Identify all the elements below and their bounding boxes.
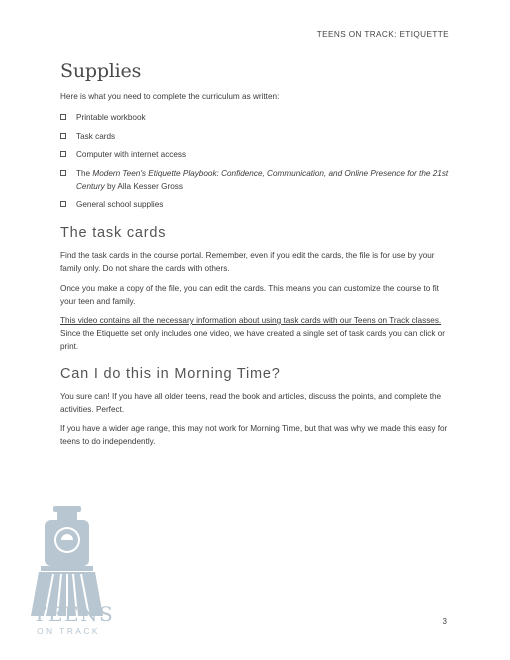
morning-time-paragraph-1: You sure can! If you have all older teens, read the book and articles, discuss the points, and complete the activities. Perfect.: [60, 391, 442, 414]
supply-item: [60, 111, 452, 124]
morning-time-paragraph-2: If you have a wider age range, this may not work for Morning Time, but that was why we made this easy for teens to do independently.: [60, 424, 448, 447]
supply-item-label: [76, 167, 452, 193]
task-cards-paragraph-3-rest: Since the Etiquette set only includes one video, we have created a single set of task cards you can click or print.: [60, 329, 446, 352]
checkbox-icon: [60, 201, 66, 207]
checkbox-icon: [60, 151, 66, 157]
book-prefix: The: [76, 168, 93, 178]
supply-item-label: Task cards: [76, 131, 116, 141]
checkbox-icon: [60, 133, 66, 139]
running-header: TEENS ON TRACK: ETIQUETTE: [316, 30, 449, 39]
task-cards-paragraph-1: Find the task cards in the course portal. Remember, even if you edit the cards, the file is for use by your family only. Do not share the cards with others.: [60, 251, 435, 274]
checkbox-icon: [60, 114, 66, 120]
logo-subtitle: ON TRACK: [37, 626, 100, 636]
video-link[interactable]: This video contains all the necessary information about using task cards with our Teens on Track classes.: [60, 316, 442, 326]
checkbox-icon: [60, 170, 66, 176]
supplies-intro: Here is what you need to complete the curriculum as written:: [60, 92, 280, 101]
book-title: Modern Teen's Etiquette Playbook: Confidence, Communication, and Online Presence for the 21st Century: [76, 168, 449, 191]
supply-item: [60, 198, 452, 211]
task-cards-paragraph-2: Once you make a copy of the file, you can edit the cards. This means you can customize the course to fit your teen and family.: [60, 283, 439, 306]
page-content: [60, 60, 452, 454]
supplies-checklist: [60, 111, 452, 211]
supply-item-label: Printable workbook: [76, 113, 146, 123]
supply-item-label: Computer with internet access: [76, 150, 187, 160]
supply-item: [60, 148, 452, 161]
book-author: by Alla Kesser Gross: [104, 181, 183, 191]
logo-wordmark: TEENS: [33, 602, 115, 626]
task-cards-paragraph-3: [60, 314, 452, 354]
supply-item: [60, 167, 452, 193]
morning-time-heading: Can I do this in Morning Time?: [60, 365, 281, 382]
task-cards-heading: The task cards: [60, 225, 167, 242]
supply-item-label: General school supplies: [76, 200, 164, 210]
supply-item: [60, 130, 452, 143]
page-number: 3: [442, 617, 447, 626]
supplies-title: Supplies: [60, 60, 142, 82]
